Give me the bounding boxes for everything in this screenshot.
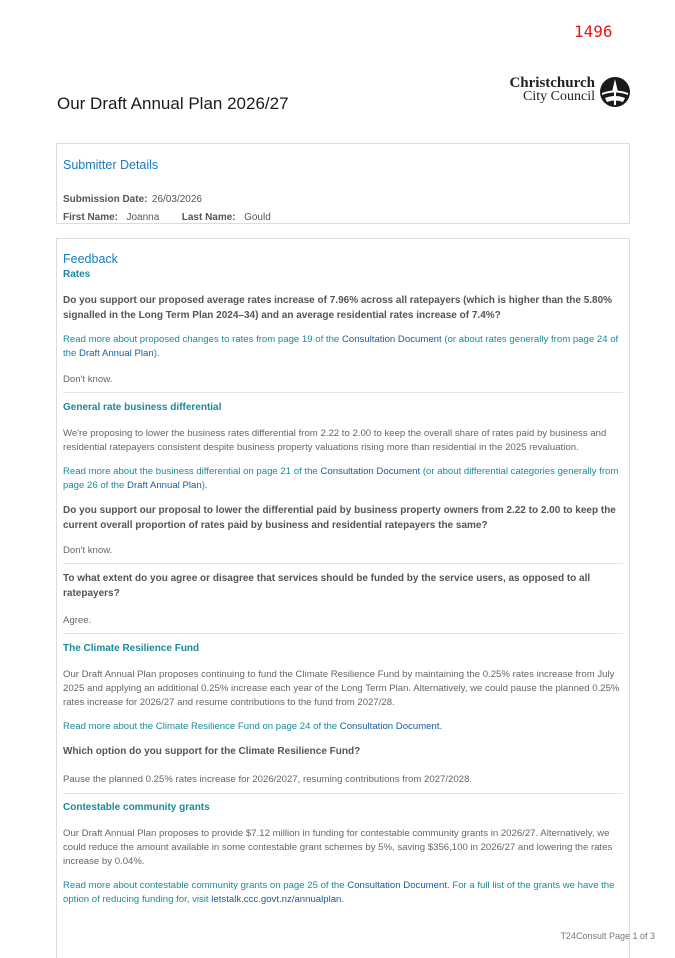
climate-question: Which option do you support for the Climate Resilience Fund?: [63, 746, 361, 757]
feedback-panel: [56, 238, 630, 958]
last-name-label: Last Name:: [181, 212, 236, 223]
logo-line-1: Christchurch: [509, 75, 595, 91]
differential-heading: General rate business differential: [63, 402, 222, 413]
divider: [63, 563, 623, 564]
rates-answer: Don't know.: [63, 374, 113, 385]
submission-date-label: Submission Date:: [63, 194, 148, 205]
draft-annual-plan-link[interactable]: Draft Annual Plan: [127, 480, 202, 491]
rates-question: Do you support our proposed average rates increase of 7.96% across all ratepayers (which is higher than the 5.80% signalled in the Long Term Plan 2024–34) and an average residential rates increase of 7.4%?: [63, 295, 613, 321]
service-users-question: To what extent do you agree or disagree that services should be funded by the service users, as opposed to all ratepayers?: [63, 573, 591, 599]
grants-read-more: Read more about contestable community grants on page 25 of the Consultation Document. For a full list of the grants we have the option of reducing funding for, visit letstalk.ccc.govt.nz/annualplan.: [63, 880, 615, 905]
feedback-title: Feedback: [63, 252, 118, 266]
climate-heading: The Climate Resilience Fund: [63, 643, 200, 654]
submission-date-value: 26/03/2026: [151, 194, 202, 205]
climate-read-more: Read more about the Climate Resilience Fund on page 24 of the Consultation Document.: [63, 721, 443, 732]
consultation-document-link[interactable]: Consultation Document: [320, 466, 421, 477]
consultation-document-link[interactable]: Consultation Document: [339, 721, 440, 732]
logo-line-2: City Council: [523, 89, 595, 104]
differential-answer: Don't know.: [63, 545, 113, 556]
page-footer: T24Consult Page 1 of 3: [560, 931, 655, 941]
consultation-document-link[interactable]: Consultation Document: [341, 334, 442, 345]
consultation-document-link[interactable]: Consultation Document: [347, 880, 447, 891]
grants-body: Our Draft Annual Plan proposes to provide $7.12 million in funding for contestable community grants in 2026/27. Alternatively, we could reduce the amount available in some contestable grant schemes by 5%, saving $356,100 in 2026/27 and lowering the rates increase by 0.04%.: [63, 828, 613, 867]
rates-heading: Rates: [63, 269, 91, 280]
differential-body: We're proposing to lower the business rates differential from 2.22 to 2.00 to keep the overall share of rates paid by business and residential ratepayers consistent despite business property valuations rising more than residential in the 2025 revaluation.: [63, 428, 607, 453]
divider: [63, 392, 623, 393]
page-number: 1496: [574, 22, 613, 41]
council-logo: [497, 76, 631, 110]
service-users-answer: Agree.: [63, 615, 92, 626]
rates-read-more: Read more about proposed changes to rates from page 19 of the Consultation Document (or about rates generally from page 24 of the Draft Annual Plan).: [63, 334, 619, 359]
cathedral-logo-icon: [599, 76, 631, 108]
climate-body: Our Draft Annual Plan proposes continuing to fund the Climate Resilience Fund by maintaining the 0.25% rates increase from July 2025 and applying an additional 0.25% increase each year of the Long Term Plan. Alternatively, we could pause the planned 0.25% rates increase for 2026/27 and resume contributions to the fund from 2027/28.: [63, 669, 620, 708]
draft-annual-plan-link[interactable]: Draft Annual Plan: [79, 348, 154, 359]
differential-read-more: Read more about the business differential on page 21 of the Consultation Document (or about differential categories generally from page 26 of the Draft Annual Plan).: [63, 466, 619, 491]
climate-answer: Pause the planned 0.25% rates increase for 2026/2027, resuming contributions from 2027/2028.: [63, 774, 473, 785]
submitter-details-title: Submitter Details: [63, 158, 159, 172]
document-title: Our Draft Annual Plan 2026/27: [57, 94, 289, 113]
first-name-value: Joanna: [126, 212, 160, 223]
letstalk-link[interactable]: letstalk.ccc.govt.nz/annualplan: [211, 894, 342, 905]
submitter-details-panel: [56, 143, 630, 224]
first-name-label: First Name:: [63, 212, 119, 223]
differential-question: Do you support our proposal to lower the differential paid by business property owners from 2.22 to 2.00 to keep the current overall proportion of rates paid by business and residential ratepayers the same?: [63, 505, 616, 531]
grants-heading: Contestable community grants: [63, 802, 210, 813]
divider: [63, 633, 623, 634]
divider: [63, 793, 623, 794]
last-name-value: Gould: [244, 212, 271, 223]
